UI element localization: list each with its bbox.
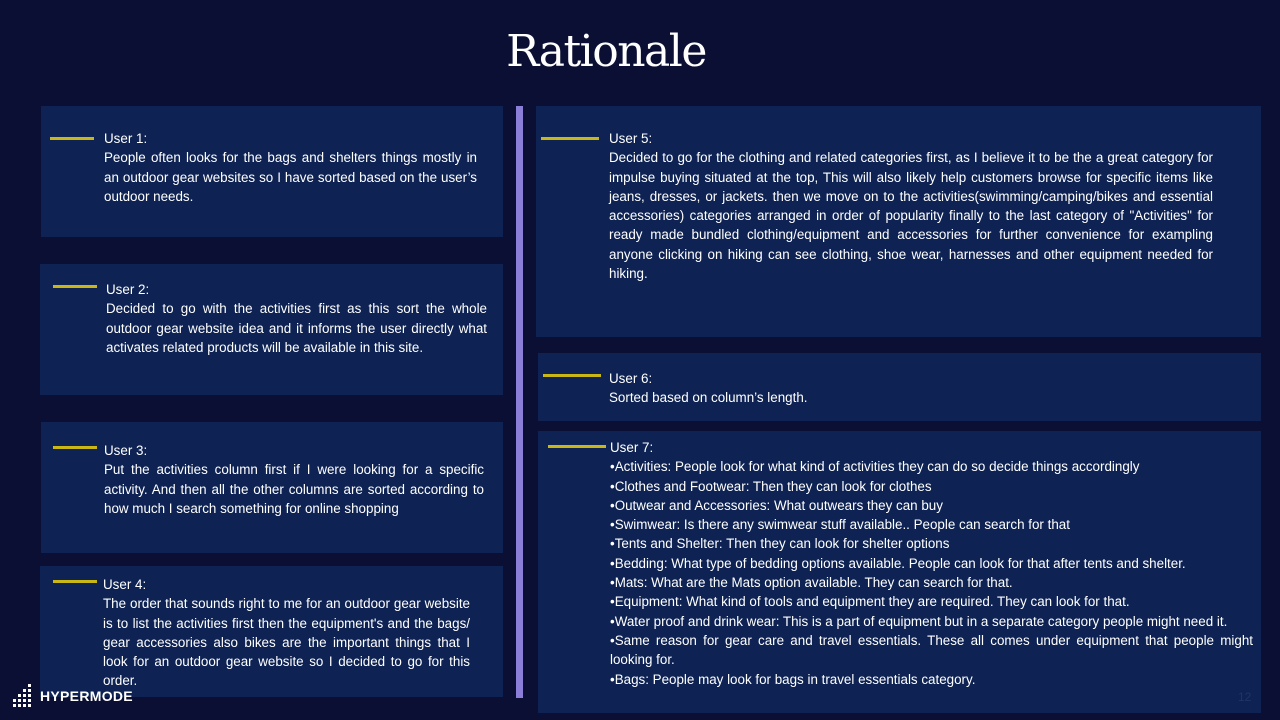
list-item: •Same reason for gear care and travel essentials. These all comes under equipment that people might looking for. [610,632,1253,668]
page-number: 12 [1238,690,1252,704]
user-6-heading: User 6: [609,371,653,386]
vertical-divider [516,106,523,698]
hypermode-logo [12,684,133,708]
user-1-accent-dash [50,137,94,140]
user-1-text [104,129,477,206]
user-5-body: Decided to go for the clothing and related categories first, as I believe it to be the a great category for impulse buying situated at the top, This will also likely help customers browse for specific items like jeans, dresses, or jackets. then we move on to the activities(swimming/camping/bikes and essential accessories) categories arranged in order of popularity finally to the last category of "Activities" for ready made bundled clothing/equipment and accessories for further convenience for exampling anyone clicking on hiking can see clothing, shoe wear, harnesses and other equipment needed for hiking. [609,150,1213,282]
list-item: •Water proof and drink wear: This is a part of equipment but in a separate category people might need it. [610,613,1228,629]
user-5-heading: User 5: [609,131,653,146]
list-item: •Equipment: What kind of tools and equipment they are required. They can look for that. [610,594,1130,610]
list-item: •Swimwear: Is there any swimwear stuff available.. People can search for that [610,517,1070,533]
list-item: •Outwear and Accessories: What outwears they can buy [610,497,943,513]
user-5-text [609,129,1213,283]
user-2-accent-dash [53,285,97,288]
list-item: •Clothes and Footwear: Then they can look for clothes [610,478,932,494]
list-item: •Bedding: What type of bedding options available. People can look for that after tents and shelter. [610,555,1186,571]
list-item: •Bags: People may look for bags in travel essentials category. [610,671,976,687]
user-3-accent-dash [53,446,97,449]
user-6-accent-dash [543,374,601,377]
user-7-accent-dash [548,445,606,448]
user-4-text [103,575,470,691]
user-4-heading: User 4: [103,577,147,592]
hypermode-logo-icon [12,684,34,708]
user-1-heading: User 1: [104,131,148,146]
page-title: Rationale [506,26,706,77]
list-item: •Tents and Shelter: Then they can look for shelter options [610,536,950,552]
user-2-heading: User 2: [106,282,150,297]
user-3-text [104,441,484,518]
user-4-accent-dash [53,580,97,583]
user-7-heading: User 7: [610,440,654,455]
list-item: •Activities: People look for what kind of activities they can do so decide things accordingly [610,459,1140,475]
user-2-text [106,280,487,357]
logo-text: HYPERMODE [40,688,133,704]
user-5-accent-dash [541,137,599,140]
user-2-body: Decided to go with the activities first as this sort the whole outdoor gear website idea and it informs the user directly what activates related products will be available in this site. [106,301,487,355]
user-6-text [609,369,1209,408]
user-3-body: Put the activities column first if I were looking for a specific activity. And then all the other columns are sorted according to how much I search something for online shopping [104,462,484,516]
user-7-bullet-list [610,457,1253,689]
user-3-heading: User 3: [104,443,148,458]
user-6-body: Sorted based on column’s length. [609,390,808,406]
user-1-body: People often looks for the bags and shelters things mostly in an outdoor gear websites so I have sorted based on the user’s outdoor needs. [104,150,477,204]
list-item: •Mats: What are the Mats option available. They can search for that. [610,575,1013,591]
user-7-text [610,438,1253,689]
user-4-body: The order that sounds right to me for an outdoor gear website is to list the activities first then the equipment's and the bags/ gear accessories also bikes are the important things that I look for an outdoor gear website so I decided to go for this order. [103,596,470,689]
